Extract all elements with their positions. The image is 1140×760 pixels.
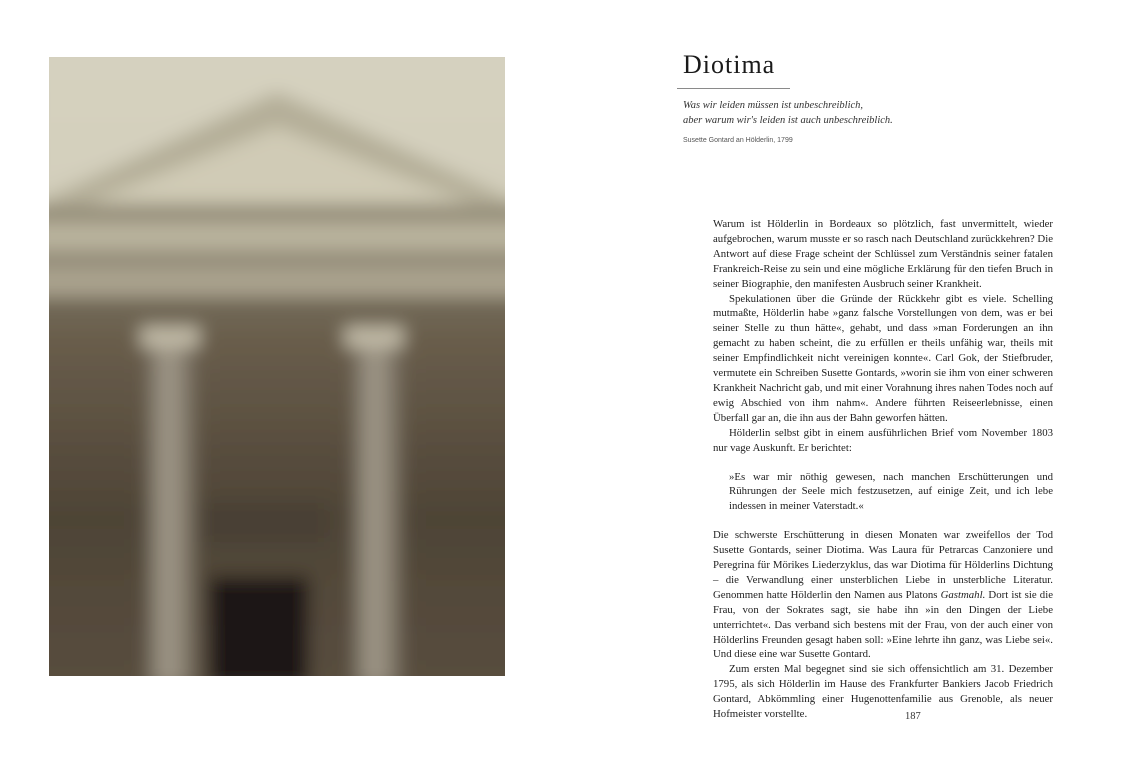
paragraph-4-text-b: Dort ist sie die Frau, von der Sokrates sagt, sie habe ihn »in den Dingen der Liebe unterrichtet«. Das verband sich bestens mit der Frau, von der auch einer von Hölderlins Freunden gesagt haben soll: »Eine lehrte ihn ganz, was Liebe sei«. Und diese eine war Susette Gontard. bbox=[713, 588, 1053, 661]
epigraph bbox=[683, 98, 943, 128]
title-rule bbox=[677, 88, 790, 89]
temple-photograph bbox=[49, 57, 505, 676]
body-text bbox=[713, 217, 1053, 722]
block-quote: »Es war mir nöthig gewesen, nach manchen Erschütterungen und Rührungen der Seele mich festzusetzen, auf einige Zeit, und ich lebe indessen in meiner Vaterstadt.« bbox=[729, 470, 1053, 513]
page-number: 187 bbox=[905, 711, 921, 722]
epigraph-line-2: aber warum wir's leiden ist auch unbeschreiblich. bbox=[683, 115, 893, 126]
temple-image bbox=[49, 57, 505, 676]
epigraph-source: Susette Gontard an Hölderlin, 1799 bbox=[683, 137, 793, 144]
chapter-title: Diotima bbox=[683, 50, 776, 79]
book-title-gastmahl: Gastmahl. bbox=[940, 588, 986, 601]
paragraph-1: Warum ist Hölderlin in Bordeaux so plötzlich, fast unvermittelt, wieder aufgebrochen, warum musste er so rasch nach Deutschland zurückkehren? Die Antwort auf diese Frage scheint der Schlüssel zum Verständnis seiner fatalen Frankreich-Reise zu sein und eine mögliche Erklärung für den tiefen Bruch in seiner Biographie, den manifesten Ausbruch seiner Krankheit. bbox=[713, 218, 1053, 290]
paragraph-4-text-a: Die schwerste Erschütterung in diesen Monaten war zweifellos der Tod Susette Gontards, seiner Diotima. Was Laura für Petrarcas Canzoniere und Peregrina für Mörikes Liederzyklus, das war Diotima für Hölderlins Dichtung – die Verwandlung einer unsterblichen Liebe in unsterbliche Literatur. Genommen hatte Hölderlin den Namen aus Platons bbox=[713, 529, 1053, 601]
epigraph-line-1: Was wir leiden müssen ist unbeschreiblich, bbox=[683, 100, 864, 111]
paragraph-3: Hölderlin selbst gibt in einem ausführlichen Brief vom November 1803 nur vage Auskunft. Er berichtet: bbox=[713, 426, 1053, 454]
paragraph-4 bbox=[713, 528, 1053, 662]
paragraph-2: Spekulationen über die Gründe der Rückkehr gibt es viele. Schelling mutmaßte, Hölderlin habe »ganz falsche Vorstellungen von dem, was er bei seiner Stelle zu thun hätte«, gehabt, und dass »man Forderungen an ihn gemacht zu haben scheint, die zu erfüllen er theils unfähig war, theils mit seiner Empfindlichkeit nicht vereinigen konnte«. Carl Gok, der Stiefbruder, vermutete ein Schreiben Susette Gontards, »worin sie ihm von einer schweren Krankheit Nachricht gab, und mit einer Vorahnung ihres nahen Todes noch auf ewig Abschied von ihm nahm«. Andere führten Reiseerlebnisse, einen Überfall gar an, die ihn aus der Bahn geworfen hätten. bbox=[713, 292, 1053, 424]
paragraph-5: Zum ersten Mal begegnet sind sie sich offensichtlich am 31. Dezember 1795, als sich Hölderlin im Hause des Frankfurter Bankiers Jacob Friedrich Gontard, Abkömmling einer Hugenottenfamilie aus Grenoble, als neuer Hofmeister vorstellte. bbox=[713, 663, 1053, 721]
